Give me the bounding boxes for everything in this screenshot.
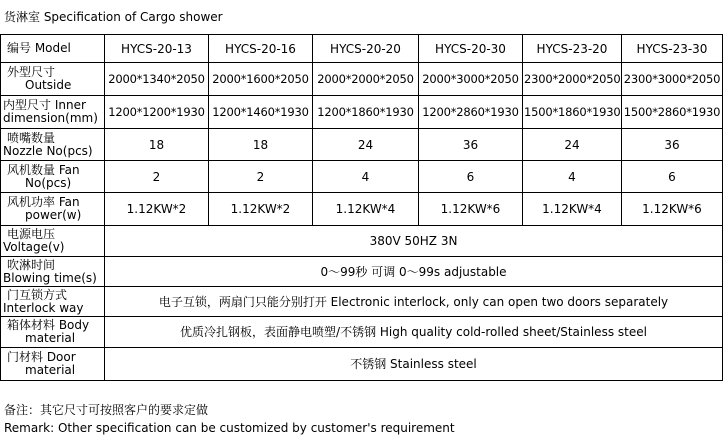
interlock-label: 门互锁方式 Interlock way xyxy=(1,287,105,317)
fan-label: 风机数量 Fan No(pcs) xyxy=(1,161,105,193)
outside-cell: 2000*3000*2050 xyxy=(419,63,523,96)
nozzle-label: 喷嘴数量 Nozzle No(pcs) xyxy=(1,129,105,161)
outside-label: 外型尺寸 Outside xyxy=(1,63,105,96)
table-row-fan-power xyxy=(1,193,723,226)
model-cell: HYCS-20-13 xyxy=(105,35,209,63)
outside-cell: 2000*2000*2050 xyxy=(313,63,419,96)
fan-cell: 2 xyxy=(209,161,313,193)
outside-cell: 2000*1340*2050 xyxy=(105,63,209,96)
nozzle-cell: 18 xyxy=(209,129,313,161)
remark-en: Remark: Other specification can be customized by customer's requirement xyxy=(4,421,455,435)
inner-label: 内型尺寸 Inner dimension(mm) xyxy=(1,96,105,129)
inner-cell: 1500*1860*1930 xyxy=(523,96,622,129)
outside-cell: 2000*1600*2050 xyxy=(209,63,313,96)
fan-power-cell: 1.12KW*4 xyxy=(523,193,622,226)
fan-cell: 2 xyxy=(105,161,209,193)
outside-cell: 2300*2000*2050 xyxy=(523,63,622,96)
table-row-model xyxy=(1,35,723,63)
outside-cell: 2300*3000*2050 xyxy=(622,63,723,96)
table-row-box-material xyxy=(1,317,723,348)
fan-power-label: 风机功率 Fan power(w) xyxy=(1,193,105,226)
table-row-interlock xyxy=(1,287,723,317)
fan-cell: 4 xyxy=(313,161,419,193)
fan-cell: 6 xyxy=(622,161,723,193)
model-cell: HYCS-23-30 xyxy=(622,35,723,63)
inner-cell: 1200*2860*1930 xyxy=(419,96,523,129)
door-material-value: 不锈钢 Stainless steel xyxy=(105,348,723,381)
fan-power-cell: 1.12KW*4 xyxy=(313,193,419,226)
specification-table xyxy=(0,34,723,381)
fan-cell: 6 xyxy=(419,161,523,193)
interlock-value: 电子互锁，两扇门只能分别打开 Electronic interlock, only can open two doors separately xyxy=(105,287,723,317)
table-row-outside xyxy=(1,63,723,96)
table-row-nozzle xyxy=(1,129,723,161)
table-row-door-material xyxy=(1,348,723,381)
fan-power-cell: 1.12KW*6 xyxy=(622,193,723,226)
door-material-label: 门材料 Door material xyxy=(1,348,105,381)
model-cell: HYCS-23-20 xyxy=(523,35,622,63)
model-cell: HYCS-20-30 xyxy=(419,35,523,63)
fan-power-cell: 1.12KW*2 xyxy=(209,193,313,226)
table-row-voltage xyxy=(1,226,723,257)
table-row-blowing xyxy=(1,257,723,287)
voltage-label: 电源电压 Voltage(v) xyxy=(1,226,105,257)
box-material-value: 优质冷扎钢板，表面静电喷塑/不锈钢 High quality cold-rolled sheet/Stainless steel xyxy=(105,317,723,348)
fan-power-cell: 1.12KW*6 xyxy=(419,193,523,226)
model-label: 编号 Model xyxy=(1,35,105,63)
inner-cell: 1500*2860*1930 xyxy=(622,96,723,129)
inner-cell: 1200*1860*1930 xyxy=(313,96,419,129)
inner-cell: 1200*1200*1930 xyxy=(105,96,209,129)
nozzle-cell: 24 xyxy=(313,129,419,161)
fan-cell: 4 xyxy=(523,161,622,193)
model-cell: HYCS-20-20 xyxy=(313,35,419,63)
nozzle-cell: 36 xyxy=(419,129,523,161)
blowing-value: 0～99秒 可调 0～99s adjustable xyxy=(105,257,723,287)
nozzle-cell: 24 xyxy=(523,129,622,161)
blowing-label: 吹淋时间 Blowing time(s) xyxy=(1,257,105,287)
remark-zh: 备注：其它尺寸可按照客户的要求定做 xyxy=(4,403,209,417)
page-title: 货淋室 Specification of Cargo shower xyxy=(4,10,223,24)
table-row-inner xyxy=(1,96,723,129)
nozzle-cell: 36 xyxy=(622,129,723,161)
inner-cell: 1200*1460*1930 xyxy=(209,96,313,129)
table-row-fan xyxy=(1,161,723,193)
nozzle-cell: 18 xyxy=(105,129,209,161)
fan-power-cell: 1.12KW*2 xyxy=(105,193,209,226)
model-cell: HYCS-20-16 xyxy=(209,35,313,63)
box-material-label: 箱体材料 Body material xyxy=(1,317,105,348)
voltage-value: 380V 50HZ 3N xyxy=(105,226,723,257)
